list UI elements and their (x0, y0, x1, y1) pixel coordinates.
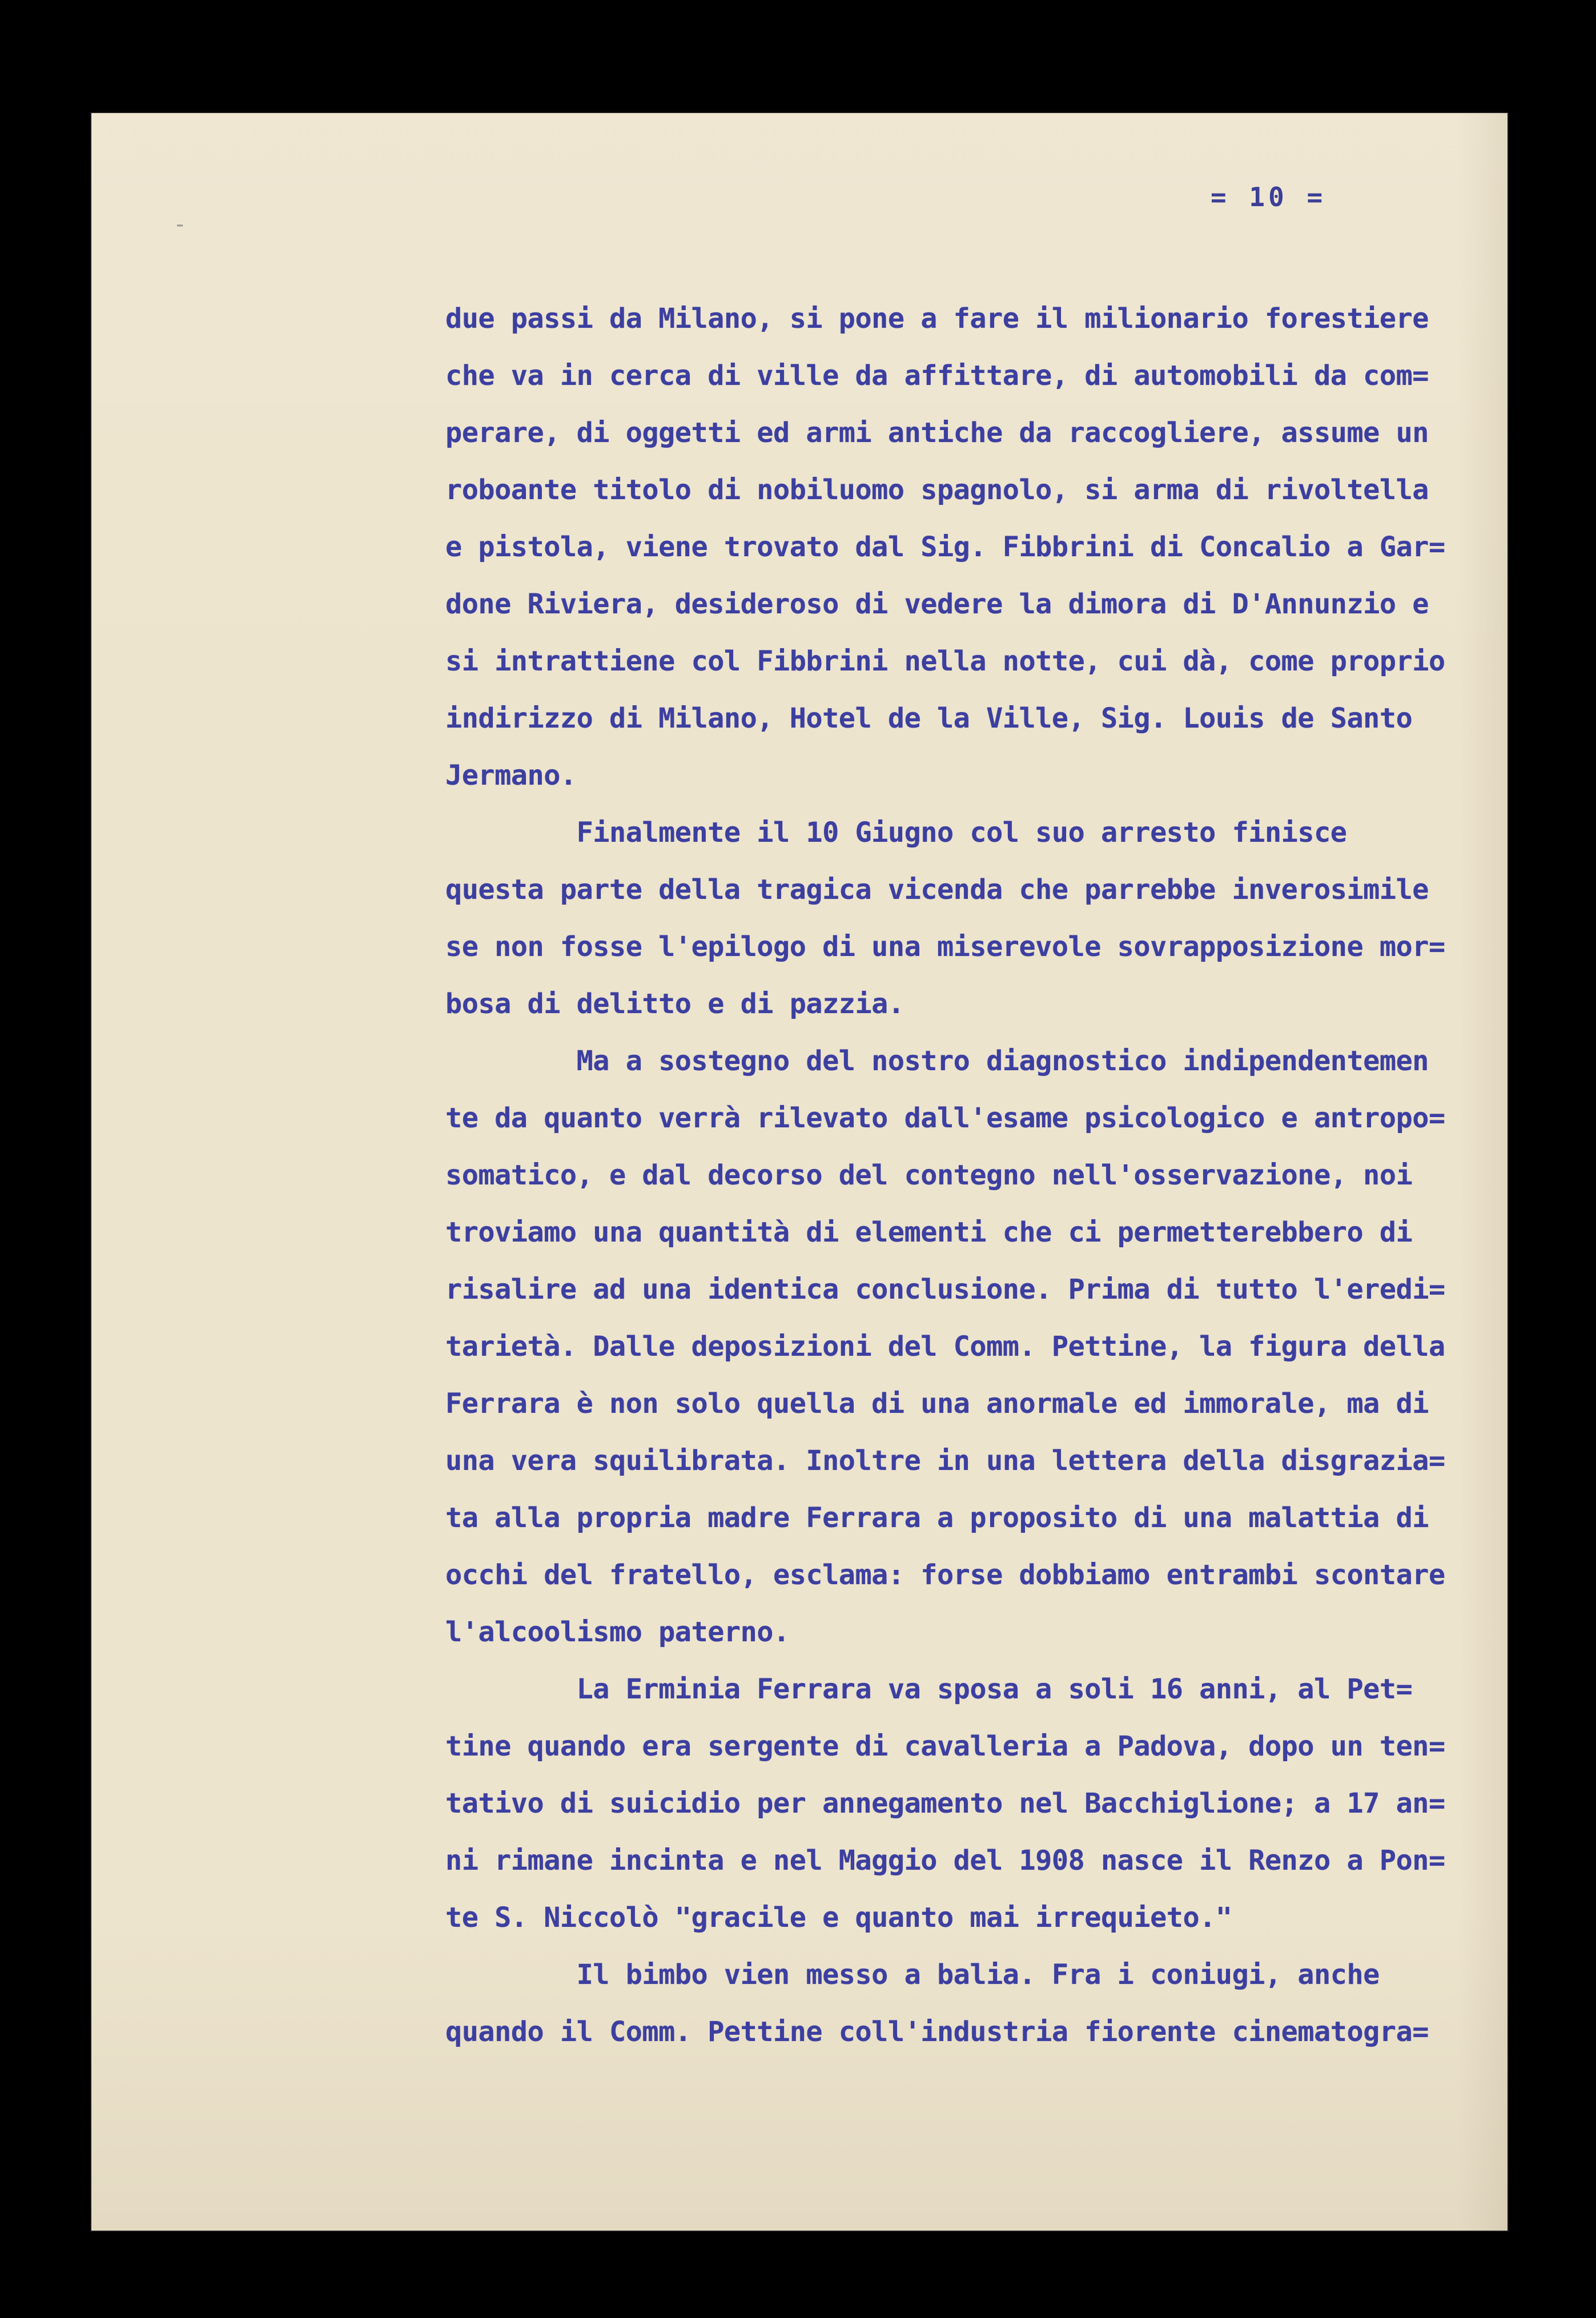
text-line: Jermano. (445, 760, 577, 792)
text-line: te da quanto verrà rilevato dall'esame psicologico e antropo= (445, 1102, 1445, 1134)
text-line: tativo di suicidio per annegamento nel Bacchiglione; a 17 an= (445, 1787, 1445, 1819)
text-line: Finalmente il 10 Giugno col suo arresto finisce (445, 817, 1347, 849)
text-line: occhi del fratello, esclama: forse dobbiamo entrambi scontare (445, 1559, 1445, 1591)
text-line: bosa di delitto e di pazzia. (445, 988, 904, 1020)
text-line: La Erminia Ferrara va sposa a soli 16 anni, al Pet= (445, 1673, 1413, 1705)
text-line: ta alla propria madre Ferrara a proposito di una malattia di (445, 1502, 1429, 1534)
text-line: troviamo una quantità di elementi che ci permetterebbero di (445, 1216, 1413, 1248)
text-line: Il bimbo vien messo a balia. Fra i coniugi, anche (445, 1959, 1380, 1991)
text-line: quando il Comm. Pettine coll'industria fiorente cinematogra= (445, 2016, 1429, 2048)
text-line: indirizzo di Milano, Hotel de la Ville, Sig. Louis de Santo (445, 702, 1413, 734)
text-line: che va in cerca di ville da affittare, di automobili da com= (445, 360, 1429, 392)
text-line: tarietà. Dalle deposizioni del Comm. Pettine, la figura della (445, 1331, 1445, 1363)
fold-mark: - (173, 211, 187, 238)
typewritten-body (445, 290, 1565, 2060)
text-line: roboante titolo di nobiluomo spagnolo, si arma di rivoltella (445, 474, 1429, 506)
text-line: ni rimane incinta e nel Maggio del 1908 nasce il Renzo a Pon= (445, 1845, 1445, 1877)
text-line: se non fosse l'epilogo di una miserevole sovrapposizione mor= (445, 931, 1445, 963)
page-number: = 10 = (1211, 182, 1326, 212)
text-line: perare, di oggetti ed armi antiche da raccogliere, assume un (445, 417, 1429, 449)
text-line: tine quando era sergente di cavalleria a Padova, dopo un ten= (445, 1730, 1445, 1762)
text-line: questa parte della tragica vicenda che parrebbe inverosimile (445, 874, 1429, 906)
text-line: l'alcoolismo paterno. (445, 1616, 790, 1648)
document-page (91, 113, 1507, 2231)
text-line: done Riviera, desideroso di vedere la dimora di D'Annunzio e (445, 588, 1429, 620)
text-line: te S. Niccolò "gracile e quanto mai irrequieto." (445, 1902, 1232, 1934)
text-line: risalire ad una identica conclusione. Prima di tutto l'eredi= (445, 1274, 1445, 1305)
text-line: si intrattiene col Fibbrini nella notte, cui dà, come proprio (445, 645, 1445, 677)
text-line: una vera squilibrata. Inoltre in una lettera della disgrazia= (445, 1445, 1445, 1477)
text-line: Ferrara è non solo quella di una anormale ed immorale, ma di (445, 1388, 1429, 1420)
text-line: somatico, e dal decorso del contegno nell'osservazione, noi (445, 1159, 1413, 1191)
text-line: due passi da Milano, si pone a fare il milionario forestiere (445, 303, 1429, 335)
text-line: e pistola, viene trovato dal Sig. Fibbrini di Concalio a Gar= (445, 531, 1445, 563)
text-line: Ma a sostegno del nostro diagnostico indipendentemen (445, 1045, 1429, 1077)
